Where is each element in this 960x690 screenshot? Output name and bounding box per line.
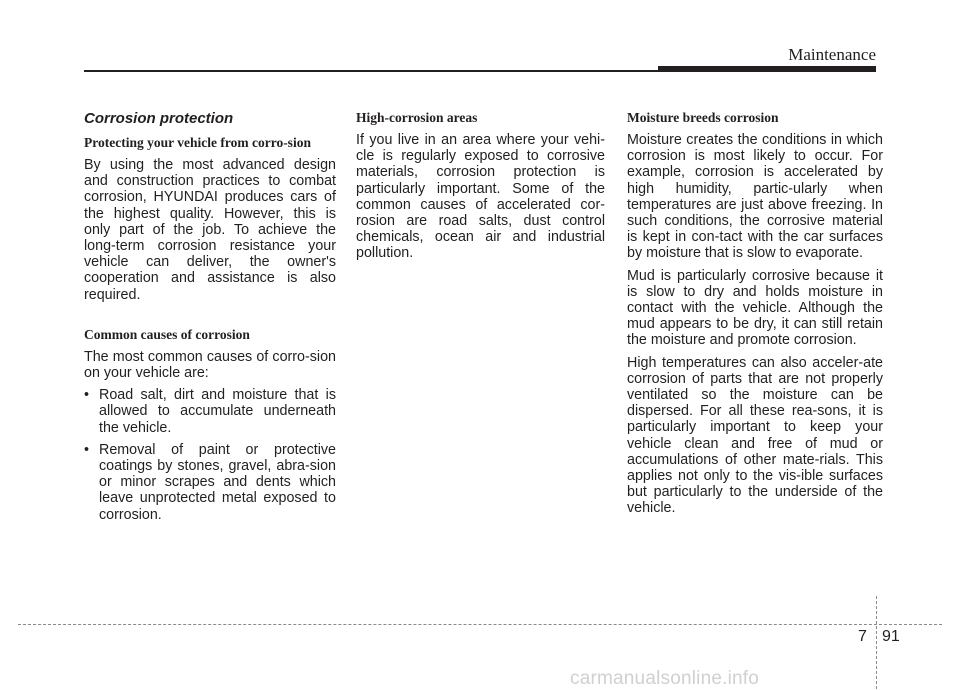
paragraph-moisture-1: Moisture creates the conditions in which corrosion is most likely to occur. For example, corrosion is accelerated by high humidity, partic-ularly when temperatures are just above freezing. In such conditions, the corrosive material is kept in con-tact with the car surfaces by moisture that is slow to evaporate. bbox=[627, 132, 883, 262]
section-title: Corrosion protection bbox=[84, 110, 234, 127]
column-left bbox=[84, 110, 336, 529]
subheading-common-causes: Common causes of corrosion bbox=[84, 326, 250, 342]
subheading-protecting: Protecting your vehicle from corro-sion bbox=[84, 135, 311, 150]
chapter-number: 7 bbox=[858, 628, 867, 645]
paragraph-protecting: By using the most advanced design and construction practices to combat corrosion, HYUNDAI produces cars of the highest quality. However, this is only part of the job. To achieve the long-term corrosion resistance your vehicle can deliver, the owner's cooperation and assistance is also required. bbox=[84, 157, 336, 303]
column-middle bbox=[356, 110, 605, 268]
footer-divider bbox=[18, 624, 942, 625]
watermark-link[interactable]: carmanualsonline.info bbox=[570, 668, 760, 689]
header-rule-thick bbox=[658, 66, 876, 72]
bullet-icon: • bbox=[84, 387, 90, 404]
subheading-moisture: Moisture breeds corrosion bbox=[627, 110, 779, 125]
paragraph-moisture-2: Mud is particularly corrosive because it is slow to dry and holds moisture in contact with the vehicle. Although the mud appears to be dry, it can still retain the moisture and promote corrosion. bbox=[627, 267, 883, 349]
paragraph-moisture-3: High temperatures can also acceler-ate corrosion of parts that are not properly ventilated so the moisture can be dispersed. For all these rea-sons, it is particularly important to keep your vehicle clean and free of mud or accumulations of other mate-rials. This applies not only to the vis-ible surfaces but particularly to the underside of the vehicle. bbox=[627, 354, 883, 517]
paragraph-high-corrosion: If you live in an area where your vehi-cle is regularly exposed to corrosive materials, corrosion protection is particularly important. Some of the common causes of accelerated cor-rosion are road salts, dust control chemicals, ocean air and industrial pollution. bbox=[356, 132, 605, 262]
page-number: 91 bbox=[882, 628, 900, 645]
section-header: Maintenance bbox=[788, 45, 876, 64]
subheading-high-corrosion: High-corrosion areas bbox=[356, 110, 478, 125]
paragraph-common-causes: The most common causes of corro-sion on your vehicle are: bbox=[84, 348, 336, 382]
bullet-icon: • bbox=[84, 441, 90, 458]
header-rule-thin bbox=[84, 70, 660, 72]
column-right bbox=[627, 110, 883, 523]
list-item: • Removal of paint or protective coatings by stones, gravel, abra-sion or minor scrapes and dents which leave unprotected metal exposed to corrosion. bbox=[84, 441, 336, 523]
footer-vertical-divider bbox=[876, 596, 877, 689]
causes-list bbox=[84, 387, 336, 523]
list-item: • Road salt, dirt and moisture that is allowed to accumulate underneath the vehicle. bbox=[84, 387, 336, 436]
